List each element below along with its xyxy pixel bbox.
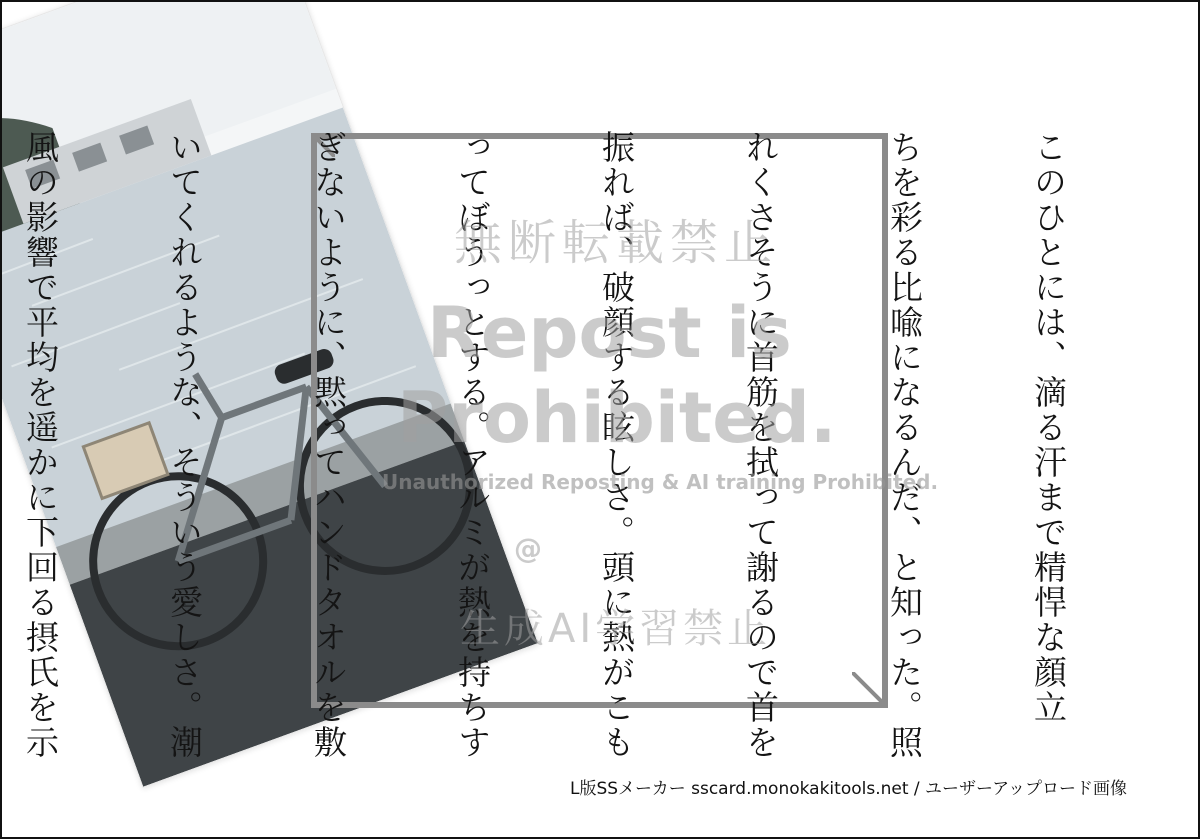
footer-credit: L版SSメーカー sscard.monokakitools.net / ユーザーアップロード画像 <box>570 779 1127 799</box>
watermark-no-repost-ja: 無断転載禁止 <box>454 215 779 271</box>
body-line: ぎないように、黙ってハンドタオルを敷 <box>309 130 348 760</box>
watermark-prohibited: Prohibited. <box>397 377 837 459</box>
watermark-at: @ <box>514 532 542 565</box>
body-line: このひとには、滴る汗まで精悍な顔立 <box>1029 130 1068 725</box>
watermark-no-ai-training: 生成AI学習禁止 <box>460 606 772 652</box>
body-line: 風の影響で平均を遥かに下回る摂氏を示 <box>21 130 60 760</box>
body-line: ってぼうっとする。アルミが熱を持ちす <box>453 130 492 760</box>
body-line: ちを彩る比喩になるんだ、と知った。照 <box>885 130 924 760</box>
frame-corner-br-icon <box>852 672 888 708</box>
body-line: 振れば、破顔する眩しさ。頭に熱がこも <box>597 130 636 760</box>
body-line: いてくれるような、そういう愛しさ。潮 <box>165 130 204 760</box>
vertical-body-text <box>0 130 1168 760</box>
body-line: れくさそうに首筋を拭って謝るので首を <box>741 130 780 760</box>
watermark-unauthorized: Unauthorized Reposting & AI training Prohibited. <box>382 470 939 494</box>
watermark-repost-is: Repost is <box>427 292 792 374</box>
